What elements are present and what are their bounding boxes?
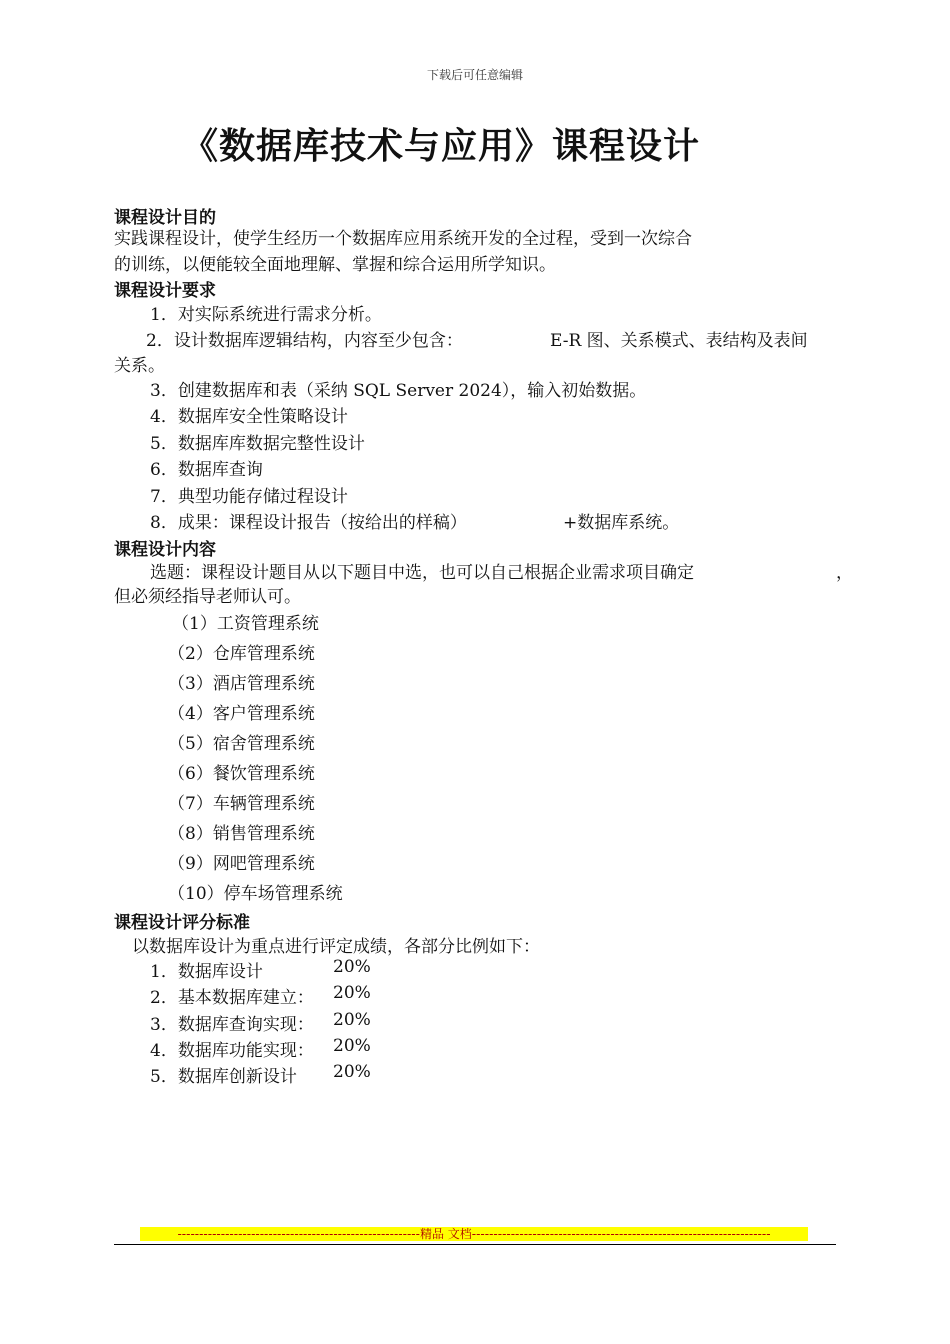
topic-item: （1）工资管理系统	[172, 614, 319, 634]
topic-item: （3）酒店管理系统	[168, 674, 315, 694]
grading-item-percent: 20%	[333, 1062, 371, 1082]
document-title: 《数据库技术与应用》课程设计	[182, 125, 701, 167]
grading-item-percent: 20%	[333, 1010, 371, 1030]
requirement-item-2-cont: 关系。	[114, 356, 165, 376]
footer-highlight-bar: --------------------------------------------------------精品 文档---------------------------------------------------------------------	[140, 1227, 808, 1241]
purpose-line-2: 的训练，以便能较全面地理解、掌握和综合运用所学知识。	[114, 255, 556, 275]
requirement-item-4: 4．数据库安全性策略设计	[150, 407, 348, 427]
requirement-item-2: 2．设计数据库逻辑结构，内容至少包含：	[146, 331, 463, 351]
grading-intro: 以数据库设计为重点进行评定成绩，各部分比例如下：	[132, 937, 540, 957]
grading-item	[150, 983, 410, 1008]
topic-item: （5）宿舍管理系统	[168, 734, 315, 754]
topic-item: （4）客户管理系统	[168, 704, 315, 724]
grading-item-label: 4．数据库功能实现：	[150, 1041, 314, 1061]
requirement-item-6: 6．数据库查询	[150, 460, 263, 480]
topic-item: （9）网吧管理系统	[168, 854, 315, 874]
footer-divider	[114, 1244, 836, 1245]
grading-item-percent: 20%	[333, 1036, 371, 1056]
content-intro: 选题：课程设计题目从以下题目中选，也可以自己根据企业需求项目确定	[150, 563, 694, 583]
requirement-item-2-tail: E-R 图、关系模式、表结构及表间	[550, 331, 808, 351]
topic-item: （10）停车场管理系统	[168, 884, 343, 904]
requirement-item-1: 1．对实际系统进行需求分析。	[150, 305, 382, 325]
grading-item-label: 3．数据库查询实现：	[150, 1015, 314, 1035]
grading-item	[150, 1010, 410, 1035]
grading-item-percent: 20%	[333, 983, 371, 1003]
requirement-item-5: 5．数据库库数据完整性设计	[150, 434, 365, 454]
requirement-item-8: 8．成果：课程设计报告（按给出的样稿）	[150, 513, 467, 533]
requirement-item-3: 3．创建数据库和表（采纳 SQL Server 2024），输入初始数据。	[150, 381, 647, 401]
topic-item: （6）餐饮管理系统	[168, 764, 315, 784]
grading-item	[150, 1036, 410, 1061]
purpose-heading: 课程设计目的	[114, 208, 216, 228]
topic-item: （2）仓库管理系统	[168, 644, 315, 664]
grading-item-label: 1．数据库设计	[150, 962, 263, 982]
topic-item: （7）车辆管理系统	[168, 794, 315, 814]
requirement-item-8-tail: +数据库系统。	[563, 513, 680, 533]
requirements-heading: 课程设计要求	[114, 281, 216, 301]
content-intro-cont: 但必须经指导老师认可。	[114, 587, 301, 607]
grading-item	[150, 1062, 410, 1087]
grading-item-label: 2．基本数据库建立：	[150, 988, 314, 1008]
requirement-item-7: 7．典型功能存储过程设计	[150, 487, 348, 507]
topic-item: （8）销售管理系统	[168, 824, 315, 844]
purpose-line-1: 实践课程设计，使学生经历一个数据库应用系统开发的全过程，受到一次综合	[114, 229, 692, 249]
content-intro-tail: ，	[836, 563, 853, 583]
grading-item	[150, 957, 410, 982]
grading-heading: 课程设计评分标准	[114, 913, 250, 933]
header-note: 下载后可任意编辑	[426, 68, 523, 82]
content-heading: 课程设计内容	[114, 540, 216, 560]
grading-item-percent: 20%	[333, 957, 371, 977]
grading-item-label: 5．数据库创新设计	[150, 1067, 297, 1087]
